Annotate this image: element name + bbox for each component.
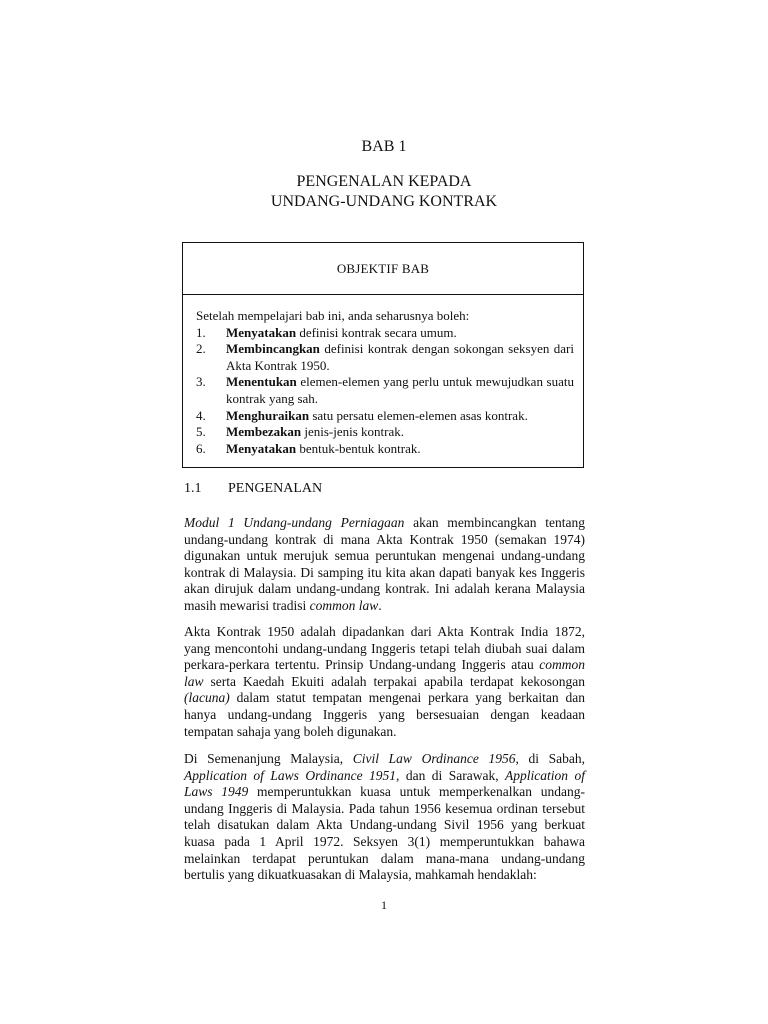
italic-text: Civil Law Ordinance 1956 — [352, 751, 516, 766]
italic-text: (lacuna) — [184, 690, 230, 706]
objective-rest: elemen-elemen yang perlu untuk mewujudkan suatu kontrak yang sah. — [226, 374, 574, 406]
objective-item — [196, 325, 574, 342]
objective-text — [226, 341, 574, 374]
objective-text — [226, 408, 574, 425]
objective-text — [226, 441, 574, 458]
chapter-title — [0, 172, 768, 212]
chapter-number: BAB 1 — [361, 138, 407, 155]
objective-verb: Menyatakan — [226, 440, 297, 456]
objective-text — [226, 424, 574, 441]
objective-item — [196, 424, 574, 441]
objective-rest: jenis-jenis kontrak. — [301, 424, 405, 440]
italic-text: common law — [309, 597, 379, 613]
objective-item — [196, 341, 574, 374]
chapter-title-line-1: PENGENALAN KEPADA — [296, 173, 472, 190]
italic-text: Application of Laws Ordinance 1951 — [184, 767, 397, 783]
paragraph-text: Akta Kontrak 1950 adalah dipadankan dari Akta Kontrak India 1872, yang mencontohi undang-undang Inggeris tetapi telah diubah suai dalam perkara-perkara tertentu. Prinsip Undang-undang Inggeris atau — [184, 624, 585, 673]
paragraph-text: akan membincangkan tentang undang-undang kontrak di mana Akta Kontrak 1950 (semakan 1974) digunakan untuk merujuk semua peruntukan mengenai undang-undang kontrak di Malaysia. Di samping itu kita akan dapati banyak kes Inggeris akan dirujuk dalam undang-undang kontrak. Ini adalah kerana Malaysia masih mewarisi tradisi — [184, 515, 585, 613]
paragraph-text: , di Sabah, — [515, 751, 585, 766]
italic-text: Modul 1 Undang-undang Perniagaan — [184, 515, 405, 530]
objective-number: 6. — [196, 440, 206, 456]
chapter-title-line-2: UNDANG-UNDANG KONTRAK — [270, 193, 498, 210]
section-heading — [184, 481, 322, 497]
paragraph-text: serta Kaedah Ekuiti adalah terpakai apabila terdapat kekosongan — [203, 673, 585, 689]
paragraph-text: Di Semenanjung Malaysia, — [184, 751, 353, 766]
italic-text: common law — [184, 657, 585, 689]
objective-verb: Menentukan — [226, 374, 297, 390]
objective-rest: definisi kontrak dengan sokongan seksyen dari Akta Kontrak 1950. — [226, 341, 574, 373]
objective-rest: definisi kontrak secara umum. — [296, 324, 457, 340]
paragraph-1 — [184, 515, 585, 615]
paragraph-2 — [184, 624, 585, 740]
objective-verb: Menyatakan — [226, 324, 297, 340]
section-title: PENGENALAN — [228, 481, 323, 496]
objective-number: 3. — [196, 374, 206, 390]
objective-number: 1. — [196, 324, 206, 340]
objective-verb: Membezakan — [226, 424, 302, 440]
objectives-intro: Setelah mempelajari bab ini, anda seharusnya boleh: — [196, 308, 470, 323]
italic-text: Application of Laws 1949 — [184, 767, 585, 800]
paragraph-text: memperuntukkan kuasa untuk memperkenalkan undang-undang Inggeris di Malaysia. Pada tahun 1956 kesemua ordinan tersebut telah disatukan dalam Akta Undang-undang Sivil 1956 yang berkuat kuasa pada 1 April 1972. Seksyen 3(1) memperuntukkan bahawa melainkan terdapat peruntukan dalam mana-mana undang-undang bertulis yang dikuatkuasakan di Malaysia, mahkamah hendaklah: — [184, 784, 585, 883]
paragraph-text: . — [378, 597, 382, 613]
objectives-list — [196, 325, 574, 458]
objectives-box — [182, 242, 584, 468]
objective-rest: satu persatu elemen-elemen asas kontrak. — [309, 407, 528, 423]
objective-item — [196, 408, 574, 425]
objective-number: 5. — [196, 424, 206, 440]
objective-verb: Menghuraikan — [226, 407, 310, 423]
objective-item — [196, 374, 574, 407]
objective-text — [226, 325, 574, 342]
objectives-body — [183, 295, 583, 457]
objective-rest: bentuk-bentuk kontrak. — [296, 440, 421, 456]
paragraph-text: dalam statut tempatan mengenai perkara yang berkaitan dan hanya undang-undang Inggeris yang bersesuaian dengan keadaan tempatan sahaja yang boleh digunakan. — [184, 690, 585, 739]
objective-text — [226, 374, 574, 407]
objectives-heading: OBJEKTIF BAB — [183, 243, 583, 295]
page-number: 1 — [381, 898, 387, 912]
paragraph-3 — [184, 751, 585, 884]
section-number: 1.1 — [184, 481, 202, 496]
paragraph-text: , dan di Sarawak, — [396, 767, 506, 783]
objective-number: 2. — [196, 341, 206, 357]
objective-number: 4. — [196, 407, 206, 423]
objective-item — [196, 441, 574, 458]
objective-verb: Membincangkan — [226, 341, 320, 357]
